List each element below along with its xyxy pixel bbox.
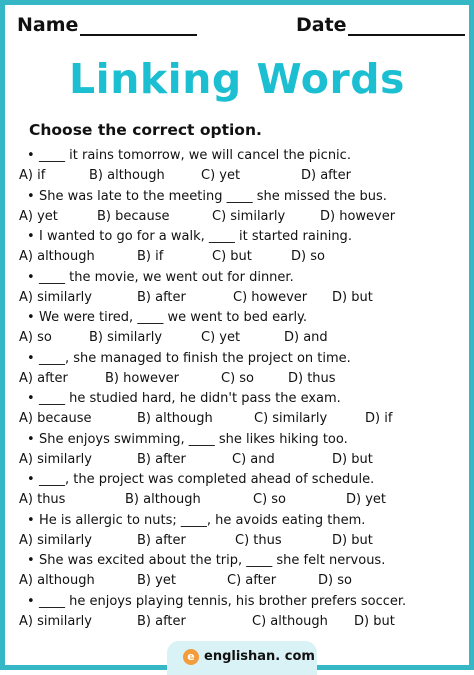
answer-option[interactable]: C) after: [227, 573, 277, 588]
question-text: [27, 189, 387, 204]
answer-option[interactable]: C) yet: [201, 330, 241, 345]
question-sentence: She enjoys swimming, ____ she likes hiking too.: [39, 431, 348, 447]
question-item: [5, 592, 469, 633]
answer-option[interactable]: B) after: [137, 289, 186, 305]
answer-option[interactable]: B) after: [137, 532, 186, 548]
answer-option[interactable]: D) yet: [346, 492, 387, 507]
answer-option[interactable]: D) but: [332, 451, 373, 467]
answer-option[interactable]: A) because: [19, 411, 92, 426]
question-sentence: She was late to the meeting ____ she missed the bus.: [39, 188, 387, 204]
answer-option[interactable]: A) so: [19, 330, 52, 345]
answer-option[interactable]: A) similarly: [19, 451, 92, 467]
question-text: [27, 270, 294, 285]
bullet-icon: •: [27, 512, 35, 528]
answer-option[interactable]: A) if: [19, 168, 46, 183]
bullet-icon: •: [27, 148, 35, 163]
brand-logo-icon: e: [183, 649, 199, 665]
question-text: [27, 310, 307, 325]
answer-option[interactable]: A) similarly: [19, 289, 92, 305]
answer-option[interactable]: B) if: [137, 249, 164, 264]
question-sentence: ____ he studied hard, he didn't pass the exam.: [39, 391, 341, 406]
question-sentence: She was excited about the trip, ____ she felt nervous.: [39, 553, 386, 568]
question-item: [5, 308, 469, 349]
answer-option[interactable]: B) after: [137, 613, 186, 629]
question-text: [27, 553, 385, 568]
bullet-icon: •: [27, 188, 35, 204]
answer-option[interactable]: B) although: [137, 411, 213, 426]
instruction: Choose the correct option.: [29, 121, 262, 139]
question-item: [5, 511, 469, 552]
answer-option[interactable]: D) however: [320, 208, 396, 224]
question-sentence: ____, the project was completed ahead of schedule.: [39, 472, 375, 487]
question-sentence: ____, she managed to finish the project on time.: [39, 350, 351, 366]
answer-option[interactable]: D) so: [291, 249, 325, 264]
answer-option[interactable]: D) but: [332, 289, 373, 305]
answer-option[interactable]: C) thus: [235, 532, 282, 548]
answer-option[interactable]: C) but: [212, 249, 252, 264]
question-item: [5, 187, 469, 228]
question-item: [5, 146, 469, 187]
bullet-icon: •: [27, 229, 35, 244]
question-text: [27, 432, 348, 447]
date-write-line: [348, 34, 465, 36]
answer-option[interactable]: A) although: [19, 249, 95, 264]
answer-option[interactable]: B) although: [125, 492, 201, 507]
answer-option[interactable]: D) and: [284, 330, 328, 345]
answer-option[interactable]: A) similarly: [19, 613, 92, 629]
bullet-icon: •: [27, 391, 35, 406]
answer-option[interactable]: B) yet: [137, 573, 176, 588]
question-item: [5, 227, 469, 268]
question-item: [5, 470, 469, 511]
question-sentence: ____ he enjoys playing tennis, his brother prefers soccer.: [39, 593, 407, 609]
question-item: [5, 389, 469, 430]
name-write-line: [80, 34, 197, 36]
bullet-icon: •: [27, 431, 35, 447]
header: [17, 14, 461, 40]
answer-option[interactable]: D) so: [318, 573, 352, 588]
question-item: [5, 430, 469, 471]
question-sentence: He is allergic to nuts; ____, he avoids eating them.: [39, 512, 366, 528]
answer-option[interactable]: B) however: [105, 370, 179, 386]
question-list: [5, 146, 469, 632]
question-item: [5, 551, 469, 592]
answer-option[interactable]: C) similarly: [212, 208, 286, 224]
bullet-icon: •: [27, 350, 35, 366]
question-text: [27, 229, 352, 244]
answer-option[interactable]: D) thus: [288, 370, 336, 386]
answer-option[interactable]: B) although: [89, 168, 165, 183]
answer-option[interactable]: C) yet: [201, 168, 241, 183]
answer-option[interactable]: D) but: [332, 532, 373, 548]
question-text: [27, 148, 351, 163]
bullet-icon: •: [27, 593, 35, 609]
bullet-icon: •: [27, 310, 35, 325]
question-text: [27, 472, 374, 487]
answer-option[interactable]: B) because: [97, 208, 170, 224]
answer-option[interactable]: C) although: [252, 613, 328, 629]
date-label: Date: [296, 14, 347, 36]
bullet-icon: •: [27, 553, 35, 568]
question-sentence: ____ the movie, we went out for dinner.: [39, 269, 294, 285]
question-item: [5, 349, 469, 390]
answer-option[interactable]: D) but: [354, 613, 395, 629]
answer-option[interactable]: D) after: [301, 168, 351, 183]
question-text: [27, 391, 341, 406]
answer-option[interactable]: A) although: [19, 573, 95, 588]
question-sentence: ____ it rains tomorrow, we will cancel the picnic.: [39, 148, 351, 163]
question-item: [5, 268, 469, 309]
bullet-icon: •: [27, 472, 35, 487]
answer-option[interactable]: A) similarly: [19, 532, 92, 548]
question-text: [27, 594, 406, 609]
answer-option[interactable]: B) similarly: [89, 330, 163, 345]
answer-option[interactable]: B) after: [137, 451, 186, 467]
answer-option[interactable]: A) thus: [19, 492, 66, 507]
question-text: [27, 513, 365, 528]
answer-option[interactable]: C) so: [253, 492, 287, 507]
answer-option[interactable]: C) however: [233, 289, 308, 305]
answer-option[interactable]: D) if: [365, 411, 393, 426]
bullet-icon: •: [27, 269, 35, 285]
question-sentence: We were tired, ____ we went to bed early.: [39, 310, 308, 325]
answer-option[interactable]: C) so: [221, 370, 255, 386]
answer-option[interactable]: A) yet: [19, 208, 58, 224]
question-text: [27, 351, 351, 366]
answer-option[interactable]: C) and: [232, 451, 275, 467]
site-name: englishan. com: [204, 649, 315, 664]
answer-option[interactable]: A) after: [19, 370, 68, 386]
answer-option[interactable]: C) similarly: [254, 411, 328, 426]
question-sentence: I wanted to go for a walk, ____ it started raining.: [39, 229, 352, 244]
name-label: Name: [17, 14, 79, 36]
page-title: Linking Words: [69, 55, 405, 103]
